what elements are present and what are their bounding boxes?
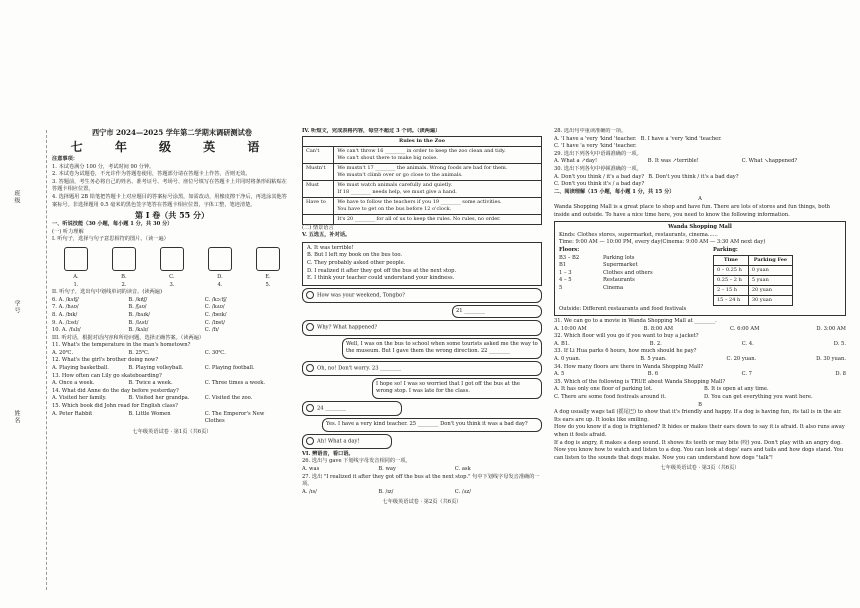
option: B. Visited her grandpa. (128, 395, 190, 402)
tree-picture (160, 247, 184, 271)
floor-use: Cinema (603, 284, 624, 291)
options-row (52, 365, 292, 373)
rule-key (303, 214, 334, 224)
cell: 0.25 – 2 h (714, 275, 749, 285)
exam-title: 西宁市 2024—2025 学年第二学期末调研测试卷 (91, 128, 252, 137)
cell: 2 – 15 h (714, 285, 749, 295)
options-row (52, 411, 292, 426)
option: 6. A. /kʌtʃ/ (52, 296, 79, 303)
option: C. /ʌz/ (454, 488, 471, 495)
floor-level: 1 – 3 (559, 269, 572, 276)
choice: D. I realized it after they got off the bus at the next stop. (307, 267, 457, 274)
option: B. Twice a week. (128, 380, 173, 387)
dialog-bubble (302, 401, 402, 416)
option: B. I have a 'very 'kind 'teacher. (640, 135, 722, 142)
table-row (714, 265, 793, 275)
floor-row (559, 285, 709, 293)
option: A. It has only one floor of parking lot. (554, 386, 653, 393)
parking-info (713, 247, 793, 306)
floor-level: B1 (559, 262, 567, 269)
dialog-bubble (372, 378, 542, 399)
mall-info-box (554, 221, 846, 316)
choice: E. I think your teacher could understand your kindness. (307, 275, 455, 282)
options-row (554, 371, 846, 379)
dialog-line: I hope so! I was so worried that I got off the bus at the wrong stop. I was late for the class. (376, 380, 520, 395)
floor-use: Restaurants (603, 277, 635, 284)
blank: 1. (73, 281, 79, 288)
info-kinds: Kinds: Clothes stores, supermarket, restaurants, cinema...... (559, 231, 718, 238)
option: C. 'I have 'a very 'kind 'teacher. (554, 143, 637, 150)
phonetic-row (52, 297, 292, 305)
dialog-bubble (342, 338, 542, 359)
parking-table (713, 255, 793, 306)
class-label: 班级 (13, 190, 20, 204)
options-row (554, 136, 846, 144)
rule-line: It's 20 ________ for all of us to keep the rules. No rules, no order. (337, 215, 501, 222)
passage-label: A (698, 196, 702, 203)
option: C. /beɪk/ (204, 311, 227, 318)
picture-label: C. (169, 273, 175, 280)
option: D. 8 (835, 371, 846, 378)
phonetic-row (52, 320, 292, 328)
option: A. B1. (554, 340, 570, 347)
question: 27. 选出 "I realized it after they got off the bus at the next stop." 句中下划线字母发音准确的一项。 (302, 473, 540, 488)
part-title: 第 I 卷（共 55 分） (134, 210, 209, 221)
col-header: Parking Fee (748, 255, 792, 265)
option: C. There are some food festivals around it. (554, 394, 667, 401)
option: C. Don't you think it's / a bad day? (554, 181, 645, 188)
option: B. Playing volleyball. (128, 365, 184, 372)
option: A. 10:00 AM (554, 325, 587, 332)
option: C. /kɔːtʃ/ (204, 296, 227, 303)
dialog-line: Yes. I have a very kind teacher. 25 ________ Don't you think it was a bad day? (326, 421, 528, 428)
question-group-2: II. 听句子，选出句中划线单词的读音。(读两遍) (52, 289, 163, 296)
option: C. 20 yuan. (726, 356, 757, 363)
dialog-line: 24 ________ (317, 405, 346, 412)
rule-line: We mustn't 17 ________ the animals. Wrong foods are bad for them. (337, 164, 508, 171)
option: A. Playing basketball. (52, 365, 109, 372)
table-row (303, 197, 542, 214)
option: B. /bʌɪk/ (128, 311, 151, 318)
floor-row (559, 255, 709, 263)
floor-level: 4 – 5 (559, 277, 572, 284)
passage-paragraph: If a dog is angry, it makes a deep sound. It shows its teeth or may bite (咬) you. Don't play with an angry dog. (554, 439, 842, 446)
option: B. It was ↗terrible! (647, 158, 699, 165)
option: C. The Emperor's New Clothes (204, 410, 265, 425)
option: B. 2. (649, 340, 662, 347)
floor-use: Clothes and others (603, 269, 653, 276)
options-row (302, 466, 542, 474)
option: A. 20℃. (52, 349, 74, 356)
question: 34. How many floors are there in Wanda Shopping Mall? (554, 363, 704, 370)
option: B. Don't you think / it's a bad day? (648, 173, 739, 180)
question: 30. 选出下列各句中停顿准确的一项。 (554, 165, 642, 172)
option: B. /kɪtʃ/ (128, 296, 148, 303)
option: 8. A. /bɪk/ (52, 311, 78, 318)
passage-label: B (698, 401, 702, 408)
option: C. /lɒst/ (204, 319, 226, 326)
option: C. 6:00 AM (729, 325, 760, 332)
student-number-label: 学号 (13, 300, 20, 314)
floor-row (559, 277, 709, 285)
passage-paragraph: How do you know if a dog is frightened? It hides or makes their ears down to say it is afraid. It also runs away when it feels afraid. (554, 424, 845, 438)
option: A. Peter Rabbit (52, 410, 93, 417)
avatar (306, 437, 314, 445)
info-time: Time: 9:00 AM — 10:00 PM, every day(Cinema: 9:00 AM — 3:30 AM next day) (559, 239, 766, 246)
page-1 (52, 128, 292, 608)
dialog-line: How was your weekend, Tongbo? (317, 292, 405, 299)
question: 28. 选出句中重读准确的一项。 (554, 128, 627, 134)
option: 10. A. /fʌlɪ/ (52, 327, 81, 334)
section-heading: 一、听说技能（30 小题，每小题 1 分，共 30 分） (52, 221, 173, 228)
picture-label: D. (217, 273, 223, 280)
rule-key: Can't (303, 146, 334, 163)
question: 15. Which book did John read for English class? (52, 403, 178, 410)
rule-line: We mustn't climb over or go close to the animals. (337, 171, 463, 178)
question: 31. We can go to a movie in Wanda Shopping Mall at ________. (554, 318, 717, 325)
kids-picture (112, 247, 136, 271)
question: 32. Which floor will you go if you want to buy a jacket? (554, 333, 699, 340)
picture-label: B. (121, 273, 127, 280)
choice: B. But I left my book on the bus too. (307, 252, 403, 259)
dialog-line: 21 ________ (456, 307, 485, 314)
page-footer: 七年级英语试卷 · 第1页（共6页） (132, 428, 212, 435)
options-row (52, 395, 292, 403)
blank: 4. (217, 281, 223, 288)
table-row (714, 295, 793, 305)
option: C. /fɪ/ (204, 327, 219, 334)
option: A. was (302, 465, 320, 472)
question-group-4: IV. 听短文，完成表格内容，每空不超过 3 个词。（读两遍） (302, 128, 441, 134)
question: 29. 选出下列各句中语调准确的一项。 (554, 150, 642, 157)
rule-key: Must (303, 180, 334, 197)
floor-use: Supermarket (603, 262, 638, 269)
options-row (554, 356, 846, 364)
options-row (554, 326, 846, 334)
dialog-bubble (302, 320, 542, 335)
planet-picture (64, 247, 88, 271)
floor-level: B3 – B2 (559, 254, 580, 261)
subsection: (二) 情景语言 (302, 224, 334, 231)
cell: 5 yuan (748, 275, 792, 285)
table-row (303, 146, 542, 163)
phonetic-row (52, 327, 292, 335)
question: 35. Which of the following is TRUE about Wanda Shopping Mall? (554, 378, 726, 385)
option: B. way (378, 465, 396, 472)
question-group-1: I. 听句子，选择与句子意思相符的图片。（读一遍） (52, 236, 169, 243)
question-group-6: VI. 辨语音，看口语。 (302, 450, 354, 457)
rule-line: We can't shout there to make big noise. (337, 154, 438, 161)
option: C. 4. (741, 340, 754, 347)
option: A. 0 yuan. (554, 356, 581, 363)
dialog-bubble (452, 305, 542, 319)
question: 11. What's the temperature in the man's hometown? (52, 342, 191, 349)
dialog-bubble (302, 434, 392, 449)
option: A. Visited her family. (52, 395, 107, 402)
option: C. /kʌʊ/ (204, 304, 225, 311)
option: B. 8:00 AM (643, 325, 674, 332)
options-row (52, 380, 292, 388)
option: D. You can get everything you want here. (704, 394, 813, 401)
note-item: 3. 答题前，考生务必将自己的姓名、准考证号、考场号、座位号填写在答题卡上并同时将条形码粘贴在答题卡相应位置。 (52, 178, 287, 193)
option: C. Playing football. (204, 365, 255, 372)
option: C. What ↘happened? (741, 158, 798, 165)
binding-margin (12, 150, 26, 570)
answer-blanks (52, 282, 292, 290)
dialog-line: Ah! What a day! (317, 438, 360, 445)
rules-table (302, 136, 542, 225)
parking-label: Parking: (713, 246, 738, 253)
option: 7. A. /hʌʊ/ (52, 304, 79, 311)
passage-paragraph: A dog usually wags tail (摇尾巴) to show that it's friendly and happy. If a dog is having fun, its tail is in the air. Its ears are up. It looks like smiling. (554, 409, 842, 423)
option: B. 25℃. (128, 349, 150, 356)
grade-subject: 七 年 级 英 语 (70, 140, 274, 154)
options-row (554, 386, 846, 394)
options-row (554, 158, 846, 166)
table-row (303, 214, 542, 224)
avatar (306, 291, 314, 299)
cell: 15 – 24 h (714, 295, 749, 305)
picture-labels (52, 274, 292, 282)
option: C. Visited the zoo. (204, 395, 253, 402)
option: A. What a ↗day! (554, 158, 598, 165)
notes-heading: 注意事项： (52, 156, 78, 162)
table-row (303, 163, 542, 180)
options-row (554, 394, 846, 402)
phonetic-row (52, 304, 292, 312)
option: C. ask (454, 465, 471, 472)
question-group-5: V. 五选五，补对话。 (302, 232, 351, 239)
blank: 2. (121, 281, 127, 288)
section-heading: 二、阅读理解（15 小题，每小题 1 分，共 15 分） (554, 188, 675, 195)
option: B. It is open at any time. (704, 386, 769, 393)
floor-use: Parking lots (603, 254, 635, 261)
question: 26. 选出与 gave 下划线字母发音相同的一项。 (302, 458, 411, 465)
page-footer: 七年级英语试卷 · 第3页（共6页） (660, 465, 740, 472)
choices-box (302, 242, 542, 286)
dialog-line: Why? What happened? (317, 324, 378, 331)
floor-row (559, 270, 709, 278)
note-item: 1. 本试卷满分 100 分，考试时间 90 分钟。 (52, 163, 155, 170)
name-label: 姓名 (13, 410, 20, 424)
option: A. 5 (554, 371, 565, 378)
rule-line: We must watch animals carefully and quietly. (337, 181, 453, 188)
info-outside: Outside: Different restaurants and food festivals (559, 305, 687, 312)
floors-list (559, 247, 709, 306)
dialog-line: Well, I was on the bus to school when some tourists asked me the way to the museum. But I gave them the wrong direction. 22 ________ (346, 340, 538, 355)
cell: 20 yuan (748, 285, 792, 295)
option: B. /ʃʌʊ/ (128, 304, 147, 311)
option: B. Little Women (128, 410, 171, 417)
question: 12. What's the girl's brother doing now? (52, 357, 159, 364)
options-row (554, 174, 846, 182)
rackets-picture (256, 247, 280, 271)
table-row (303, 180, 542, 197)
info-title: Wanda Shopping Mall (668, 224, 732, 231)
rule-line: We can't throw 16 ________ in order to keep the zoo clean and tidy. (337, 147, 506, 154)
choice: A. It was terrible! (307, 244, 354, 251)
option: A. /ɪs/ (302, 488, 317, 495)
option: C. 30℃. (204, 349, 226, 356)
question: 33. If Li Hua parks 6 hours, how much should he pay? (554, 348, 697, 355)
question: 14. What did Anne do the day before yesterday? (52, 387, 179, 394)
floor-level: 5 (559, 284, 563, 291)
options-row (302, 489, 542, 497)
option: D. 3:00 AM (816, 325, 846, 332)
phone-picture (208, 247, 232, 271)
option: D. 30 yuan. (816, 356, 846, 363)
option: A. 'I have a 'very 'kind 'teacher. (554, 135, 637, 142)
table-title: Rules in the Zoo (303, 136, 542, 146)
binding-line (46, 130, 47, 590)
option: B. /ɪz/ (378, 488, 394, 495)
option: C. Three times a week. (204, 380, 266, 387)
picture-label: E. (265, 273, 271, 280)
phonetic-row (52, 312, 292, 320)
blank: 5. (265, 281, 271, 288)
question-group-3: III. 听对话，根据对话内容和所给问题，选择正确答案。（读两遍） (52, 334, 205, 341)
note-item: 2. 本试卷为试题卷，不允许作为答题卷使用，答题部分请在答题卡上作答，否则无效。 (52, 171, 251, 178)
options-row (554, 341, 846, 349)
cell: 0 – 0.25 h (714, 265, 749, 275)
page-3 (554, 128, 846, 608)
rule-line: If 18 ________ needs help, we must give a hand. (337, 188, 457, 195)
picture-row (52, 244, 292, 274)
choice: C. They probably asked other people. (307, 259, 406, 266)
avatar (306, 323, 314, 331)
subsection: (一) 听力理解 (52, 228, 84, 235)
rule-line: You have to get on the bus before 12 o'clock. (337, 205, 452, 212)
table-row (714, 285, 793, 295)
picture-label: A. (73, 273, 79, 280)
cell: 0 yuan (748, 265, 792, 275)
options-row (52, 350, 292, 358)
blank: 3. (169, 281, 175, 288)
dialog-line: Oh, no! Don't worry. 23 ________ (317, 365, 401, 372)
cell: 30 yuan (748, 295, 792, 305)
dialog-bubble (302, 361, 542, 376)
dialog-bubble (302, 288, 542, 303)
rule-key: Mustn't (303, 163, 334, 180)
col-header: Time (714, 255, 749, 265)
page-2 (302, 128, 542, 608)
floors-parking (559, 247, 841, 306)
option: A. Once a week. (52, 380, 95, 387)
option: B. 6 (647, 371, 659, 378)
option: B. 5 yuan. (640, 356, 667, 363)
option: 9. A. /lɔst/ (52, 319, 79, 326)
note-item: 4. 选择题用 2B 铅笔把答题卡上对应题目的答案标号涂黑，如需改动，用橡皮擦干净后，再选涂其他答案标号。非选择题用 0.5 毫米的黑色签字笔答在答题卡相应位置，字体工整，笔迹清楚。 (52, 193, 287, 208)
option: B. /kʌlɪ/ (128, 327, 149, 334)
floor-row (559, 262, 709, 270)
option: D. 5. (833, 340, 846, 347)
option: A. Don't you think / it's a bad day? (554, 173, 645, 180)
option: C. 7 (741, 371, 752, 378)
table-row (714, 275, 793, 285)
question: 13. How often can Lily go skateboarding? (52, 372, 162, 379)
rule-key: Have to (303, 197, 334, 214)
rule-line: We have to follow the teachers if you 19 ________ some activities. (337, 198, 502, 205)
option: B. /lʌst/ (128, 319, 149, 326)
floors-label: Floors: (559, 246, 580, 253)
passage-paragraph: Now you know how to watch and listen to a dog. You can look at dogs' ears and tails and how dogs stand. You can listen to the sounds that dogs make. Now you can understand how dogs "talk"! (554, 447, 844, 461)
page-footer: 七年级英语试卷 · 第2页（共6页） (382, 499, 462, 506)
avatar (306, 364, 314, 372)
avatar (306, 404, 314, 412)
passage-text: Wanda Shopping Mall is a great place to shop and have fun. There are lots of stores and fun things, both inside and outside. To have a nice time here, you need to know the following information. (554, 203, 831, 218)
dialog-bubble (322, 418, 542, 432)
